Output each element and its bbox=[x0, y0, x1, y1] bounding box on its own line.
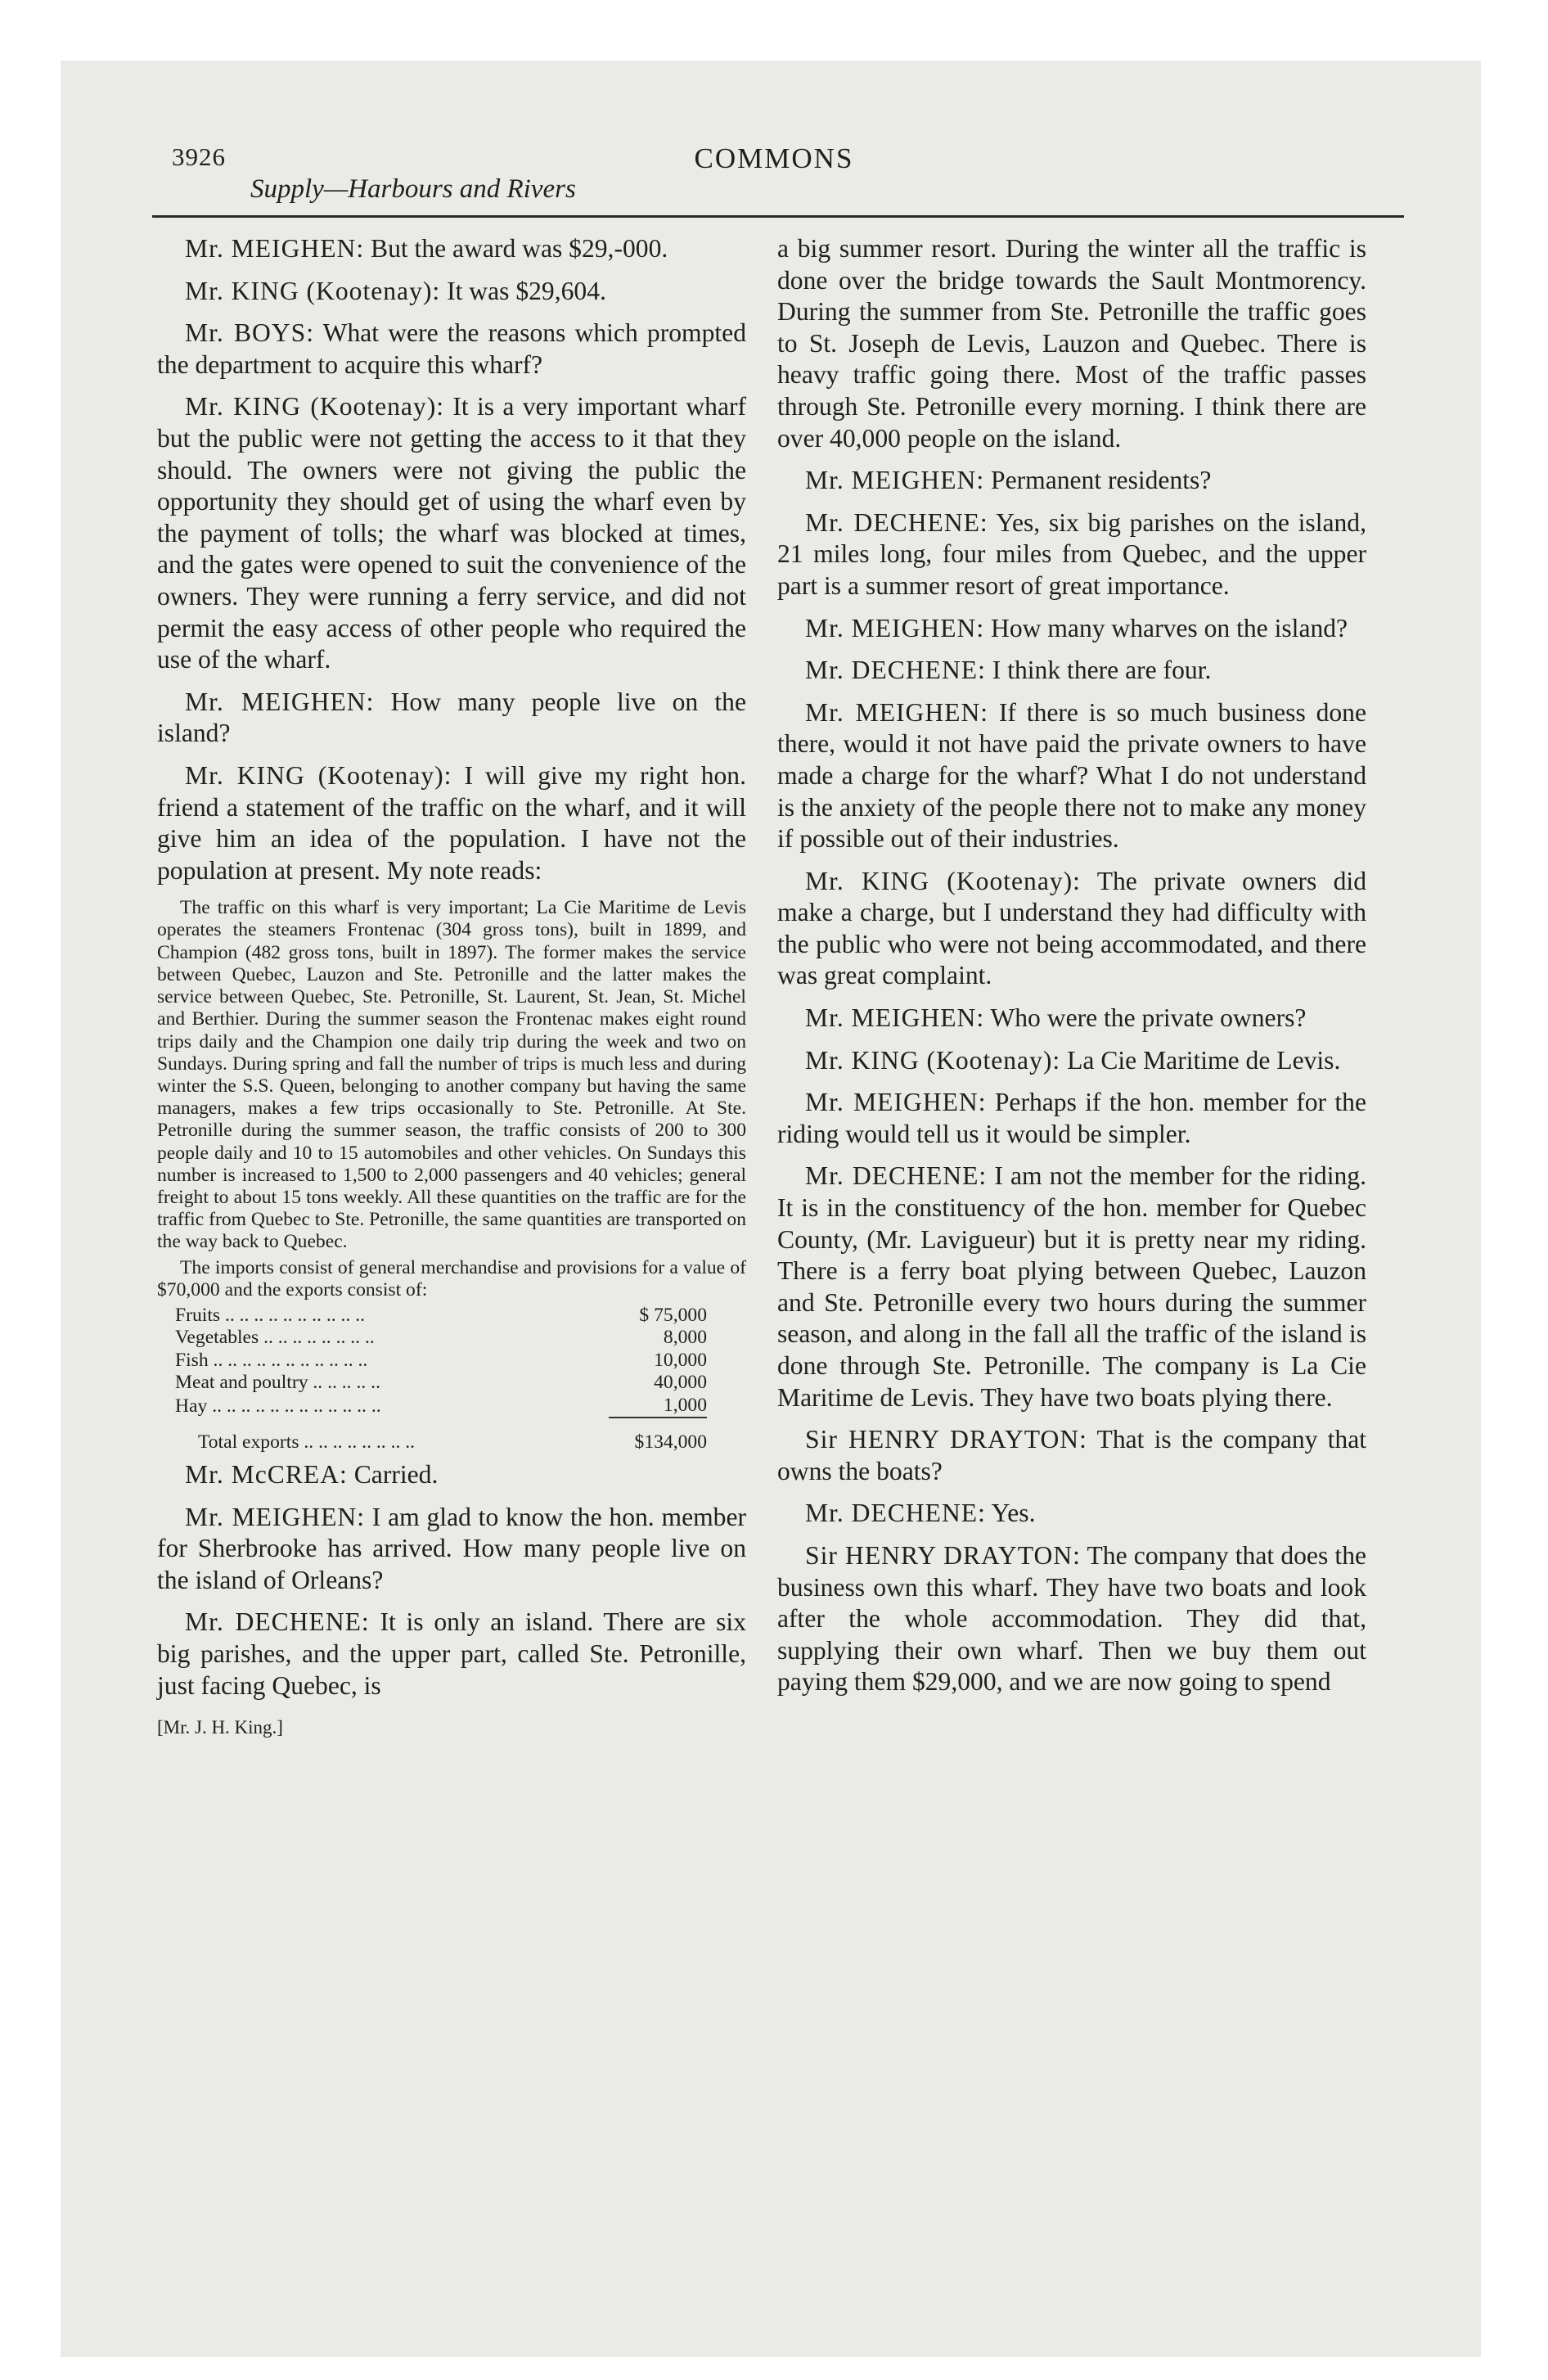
paragraph bbox=[157, 1607, 746, 1702]
section-topic: Supply—Harbours and Rivers bbox=[250, 174, 576, 204]
speaker: Mr. DECHENE: bbox=[805, 507, 988, 537]
paragraph bbox=[777, 1424, 1366, 1487]
speech-text: I think there are four. bbox=[992, 656, 1212, 685]
paragraph bbox=[777, 1087, 1366, 1150]
speech-text: How many wharves on the island? bbox=[991, 613, 1348, 642]
speaker: Mr. MEIGHEN: bbox=[185, 234, 365, 263]
export-item: Fish .. .. .. .. .. .. .. .. .. .. .. bbox=[175, 1349, 368, 1371]
speaker: Sir HENRY DRAYTON: bbox=[805, 1540, 1081, 1570]
left-column bbox=[157, 233, 746, 1744]
paragraph bbox=[157, 687, 746, 750]
paragraph bbox=[777, 1498, 1366, 1530]
speech-text: Permanent residents? bbox=[991, 466, 1212, 495]
speaker: Mr. MEIGHEN: bbox=[805, 1088, 987, 1117]
paragraph bbox=[777, 866, 1366, 992]
export-item: Fruits .. .. .. .. .. .. .. .. .. .. bbox=[175, 1304, 366, 1326]
speech-text: It is a very important wharf but the public were not getting the access to it that they should. The owners were not giving the public the opportunity they should get of using the wharf even by the payment of tolls; the wharf was blocked at times, and the gates were opened to suit the convenience of the owners. They were running a ferry service, and did not permit the easy access of other people who required the use of the wharf. bbox=[157, 392, 747, 674]
page-number: 3926 bbox=[172, 142, 226, 171]
speech-text: Who were the private owners? bbox=[990, 1003, 1307, 1033]
speech-text: Perhaps if the hon. member for the riding would tell us it would be simpler. bbox=[777, 1088, 1366, 1148]
running-head: COMMONS bbox=[694, 142, 854, 174]
speech-text: What were the reasons which prompted the department to acquire this wharf? bbox=[157, 318, 747, 379]
quoted-note: The imports consist of general merchandise and provisions for a value of $70,000 and the exports consist of: bbox=[157, 1256, 746, 1300]
paragraph bbox=[777, 655, 1366, 687]
table-row bbox=[175, 1372, 707, 1395]
export-item: Hay .. .. .. .. .. .. .. .. .. .. .. .. bbox=[175, 1395, 381, 1417]
speaker: Mr. MEIGHEN: bbox=[805, 466, 985, 495]
speech-text: The private owners did make a charge, but I understand they had difficulty with the public who were not being accommodated, and there was great complaint. bbox=[777, 866, 1367, 990]
paragraph bbox=[157, 760, 746, 886]
speaker: Mr. KING (Kootenay): bbox=[185, 392, 445, 421]
speaker: Mr. DECHENE: bbox=[805, 1499, 986, 1528]
table-row bbox=[175, 1350, 707, 1373]
paragraph: a big summer resort. During the winter all the traffic is done over the bridge towards the Sault Montmorency. During the summer from Ste. Petronille the traffic goes to St. Joseph de Levis, Lauzon and Quebec. There is heavy traffic going there. Most of the traffic passes through Ste. Petronille every morning. I think there are over 40,000 people on the island. bbox=[777, 234, 1366, 453]
paragraph bbox=[777, 1045, 1366, 1077]
paragraph bbox=[777, 507, 1366, 602]
speech-text: If there is so much business done there, would it not have paid the private owners to have made a charge for the wharf? What I do not understand is the anxiety of the people there not to make any money if possible out of their industries. bbox=[777, 697, 1366, 854]
speech-text: I am not the member for the riding. It is in the constituency of the hon. member for Quebec County, (Mr. Lavigueur) but it is pretty near my riding. There is a ferry boat plying between Quebec, Lauzon and Ste. Petronille every two hours during the summer season, and along in the fall all the traffic of the island is done through Ste. Petronille. The company is La Cie Maritime de Levis. They have two boats plying there. bbox=[777, 1161, 1366, 1412]
speaker: Mr. KING (Kootenay): bbox=[185, 276, 441, 305]
speech-text: I am glad to know the hon. member for Sherbrooke has arrived. How many people live on the island of Orleans? bbox=[157, 1502, 747, 1594]
paragraph bbox=[777, 1161, 1366, 1413]
speech-text: Carried. bbox=[353, 1459, 439, 1489]
export-amount: 40,000 bbox=[654, 1372, 707, 1394]
export-amount: 1,000 bbox=[663, 1394, 707, 1416]
speech-text: That is the company that owns the boats? bbox=[777, 1425, 1367, 1485]
paragraph bbox=[157, 1502, 746, 1597]
header-rule bbox=[152, 215, 1404, 218]
export-amount: 8,000 bbox=[663, 1327, 707, 1349]
export-item: Meat and poultry .. .. .. .. .. bbox=[175, 1372, 380, 1394]
table-row-total bbox=[175, 1418, 707, 1454]
speech-text: Yes, six big parishes on the island, 21 miles long, four miles from Quebec, and the upper part is a summer resort of great importance. bbox=[777, 507, 1366, 600]
speaker: Mr. KING (Kootenay): bbox=[805, 1045, 1061, 1075]
paragraph bbox=[777, 465, 1366, 497]
speech-text: It is only an island. There are six big parishes, and the upper part, called Ste. Petronille, just facing Quebec, is bbox=[157, 1607, 746, 1700]
speaker: Mr. MEIGHEN: bbox=[805, 1003, 985, 1033]
speaker: Mr. MEIGHEN: bbox=[185, 687, 375, 716]
speech-text: I will give my right hon. friend a statement of the traffic on the wharf, and it will give him an idea of the population. I have not the population at present. My note reads: bbox=[157, 760, 746, 885]
speech-text: La Cie Maritime de Levis. bbox=[1067, 1045, 1341, 1075]
speaker: Mr. DECHENE: bbox=[185, 1607, 370, 1637]
paragraph bbox=[157, 318, 746, 381]
speech-text: Yes. bbox=[991, 1499, 1036, 1528]
paragraph bbox=[777, 697, 1366, 855]
speech-text: But the award was $29,-000. bbox=[371, 234, 668, 263]
paragraph bbox=[777, 1003, 1366, 1034]
speaker: Sir HENRY DRAYTON: bbox=[805, 1425, 1087, 1454]
exports-table bbox=[175, 1305, 707, 1454]
speaker: Mr. BOYS: bbox=[185, 318, 315, 348]
speaker: Mr. DECHENE: bbox=[805, 656, 986, 685]
member-signature: [Mr. J. H. King.] bbox=[157, 1717, 283, 1738]
table-row bbox=[175, 1327, 707, 1350]
speaker: Mr. MEIGHEN: bbox=[805, 613, 985, 642]
speaker: Mr. McCREA: bbox=[185, 1459, 348, 1489]
paragraph bbox=[777, 1540, 1366, 1698]
speaker: Mr. MEIGHEN: bbox=[805, 697, 989, 727]
speech-text: It was $29,604. bbox=[447, 276, 606, 305]
speech-text: The company that does the business own this wharf. They have two boats and look after the whole accommodation. They did that, supplying their own wharf. Then we buy them out paying them $29,000, and we are now going to spend bbox=[777, 1540, 1367, 1697]
speaker: Mr. MEIGHEN: bbox=[185, 1502, 365, 1531]
table-row bbox=[175, 1305, 707, 1327]
speech-text: How many people live on the island? bbox=[157, 687, 746, 748]
right-column bbox=[777, 233, 1366, 1709]
paragraph bbox=[777, 613, 1366, 645]
speaker: Mr. DECHENE: bbox=[805, 1161, 988, 1191]
quoted-note: The traffic on this wharf is very important; La Cie Maritime de Levis operates the steamers Frontenac (304 gross tons), built in 1899, and Champion (482 gross tons, built in 1897). The former makes the service between Quebec, Lauzon and Ste. Petronille and the latter makes the service between Quebec, Ste. Petronille, St. Laurent, St. Jean, St. Michel and Berthier. During the summer season the Frontenac makes eight round trips daily and the Champion one daily trip during the week and two on Sundays. During spring and fall the number of trips is much less and during winter the S.S. Queen, belonging to another company but having the same managers, makes a few trips occasionally to Ste. Petronille. At Ste. Petronille during the summer season, the traffic consists of 200 to 300 people daily and 10 to 15 automobiles and other vehicles. On Sundays this number is increased to 1,500 to 2,000 passengers and 40 vehicles; general freight to about 15 tons weekly. All these quantities on the traffic are for the traffic from Quebec to Ste. Petronille, the same quantities are transported on the way back to Quebec. bbox=[157, 897, 746, 1253]
paragraph bbox=[157, 233, 746, 265]
paragraph bbox=[157, 391, 746, 675]
export-amount: 10,000 bbox=[654, 1349, 707, 1371]
speaker: Mr. KING (Kootenay): bbox=[185, 760, 452, 790]
export-item: Vegetables .. .. .. .. .. .. .. .. bbox=[175, 1327, 375, 1349]
speaker: Mr. KING (Kootenay): bbox=[805, 866, 1081, 895]
export-amount: $ 75,000 bbox=[639, 1304, 707, 1326]
paragraph bbox=[157, 276, 746, 308]
paragraph bbox=[157, 1459, 746, 1491]
total-label: Total exports .. .. .. .. .. .. .. .. bbox=[198, 1431, 416, 1454]
total-amount: $134,000 bbox=[609, 1418, 707, 1454]
table-row bbox=[175, 1395, 707, 1418]
